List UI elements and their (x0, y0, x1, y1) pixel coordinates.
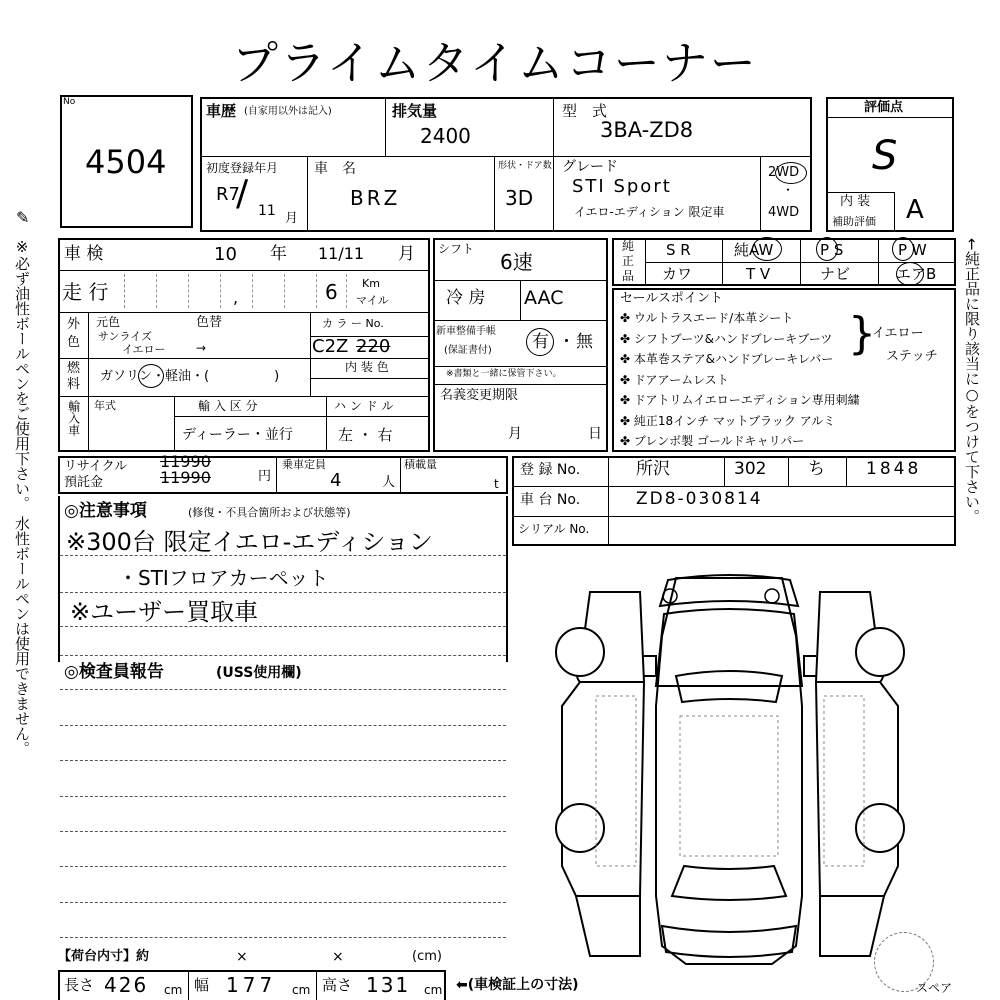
color-orig-value-2: イエロー (122, 343, 166, 356)
sales-point-item: ✤ ブレンボ製 ゴールドキャリパー (620, 434, 805, 448)
ac-label: 冷 房 (446, 288, 486, 308)
left-side-lower (562, 682, 644, 896)
interior-label-2: 補助評価 (832, 215, 876, 228)
equip-sr: S R (666, 241, 691, 259)
sales-point-item: ✤ ドアトリムイエローエディション専用刺繍 (620, 393, 860, 407)
manual-yes-circle (526, 328, 554, 356)
recycle-label-2: 預託金 (64, 475, 104, 490)
inspection-year-unit: 年 (270, 244, 287, 264)
interior-color-label: 内 装 色 (345, 360, 389, 374)
sales-point-item: ✤ ウルトラスエード/本革シート (620, 311, 794, 325)
handle-label: ハ ン ド ル (334, 399, 394, 413)
mileage-unit-km: Km (362, 277, 380, 290)
drive-2wd: 2WD (768, 165, 800, 180)
rear-window (672, 866, 786, 900)
grade-line2: イエロ-エディション 限定車 (574, 205, 725, 219)
sales-point-item: ✤ 純正18インチ マットブラック アルミ (620, 413, 836, 428)
name-change-month: 月 (508, 426, 522, 442)
recycle-label-1: リサイクル (64, 459, 128, 474)
cargo-label: 【荷台内寸】約 (58, 949, 150, 964)
notes-line-2: ・STIフロアカーペット (118, 566, 329, 590)
equip-pw-circle (892, 237, 914, 261)
cargo-x2: × (332, 949, 344, 965)
name-change-day: 日 (588, 426, 602, 442)
color-side-2: 色 (67, 335, 81, 350)
notes-heading: ◎注意事項 (64, 501, 147, 521)
inspector-sub: (USS使用欄) (216, 665, 302, 681)
registration-class: 302 (734, 459, 767, 479)
registration-number: 1848 (866, 459, 922, 479)
recycle-value: 11990 (160, 468, 211, 487)
cargo-unit: (cm) (412, 949, 442, 964)
drive-sep: ・ (782, 183, 795, 197)
car-name-value: BRZ (350, 186, 401, 210)
history-label: 車歴 (206, 102, 237, 120)
shift-label: シフト (438, 242, 475, 256)
width-label: 幅 (194, 976, 210, 994)
equip-airbag: エアB (896, 265, 937, 283)
color-code-value: C2Z (312, 336, 349, 357)
car-name-label: 車 名 (314, 161, 356, 177)
inspection-month-unit: 月 (398, 244, 415, 264)
inspection-year: 10 (214, 244, 237, 265)
mileage-value: 6 (325, 280, 338, 304)
drive-circle (775, 162, 807, 184)
equip-tv: T V (746, 265, 771, 283)
rating-label: 評価点 (864, 100, 904, 115)
mileage-label: 走 行 (62, 280, 109, 304)
model-label: 型 式 (562, 102, 608, 120)
chassis-label: 車 台 No. (520, 492, 581, 508)
page-title: プライムタイムコーナー (232, 36, 758, 90)
color-side-1: 外 (67, 317, 81, 332)
equip-kawa: カワ (662, 265, 693, 283)
manual-no: 無 (576, 332, 593, 352)
height-label: 高さ (322, 976, 353, 994)
sales-point-item: ✤ ドアアームレスト (620, 372, 729, 387)
rating-score: S (872, 133, 898, 179)
serial-label: シリアル No. (518, 522, 590, 536)
shape-label: 形状・ドア数 (498, 161, 552, 171)
color-code-struck: 220 (356, 336, 391, 357)
equip-ps-circle (816, 237, 838, 261)
notes-line-3: ※ユーザー買取車 (70, 598, 259, 626)
notes-sub: (修復・不具合箇所および状態等) (188, 506, 351, 519)
inspector-heading: ◎検査員報告 (64, 662, 164, 682)
wheel-rear-right (856, 804, 904, 852)
length-value: 426 (104, 973, 149, 997)
length-unit: cm (164, 983, 183, 997)
equip-pw: P W (898, 241, 927, 259)
equip-label-2: 正 (622, 254, 635, 268)
mileage-comma: , (233, 288, 239, 307)
registration-kana: ち (808, 459, 825, 479)
bracket-note-2: ステッチ (886, 349, 938, 364)
car-diagram (540, 566, 920, 970)
wheel-front-right (856, 628, 904, 676)
handle-value: 左 ・ 右 (338, 426, 393, 444)
manual-note: ※書類と一緒に保管下さい。 (446, 369, 562, 379)
first-reg-label: 初度登録年月 (206, 161, 279, 175)
capacity-unit: 人 (382, 475, 396, 490)
load-unit: t (494, 477, 499, 491)
color-arrow: → (196, 341, 207, 355)
car-body-outline (656, 578, 802, 964)
color-code-label: カ ラ ー No. (322, 317, 384, 330)
displacement-value: 2400 (420, 124, 471, 148)
sales-point-item: ✤ シフトブーツ&ハンドブレーキブーツ (620, 331, 833, 346)
name-change-label: 名義変更期限 (440, 388, 519, 403)
sales-point-item: ✤ 本革巻ステア&ハンドブレーキレバー (620, 352, 834, 366)
rear-bumper (662, 926, 796, 957)
fuel-options: ガソリン・軽油・( ) (100, 369, 280, 384)
ac-value: AAC (524, 287, 564, 309)
recycle-struck: 11990 (160, 452, 211, 471)
right-side-lower (816, 682, 898, 896)
manual-yes: 有 (532, 332, 549, 352)
registration-label: 登 録 No. (520, 462, 581, 478)
shift-value: 6速 (500, 250, 533, 274)
equip-ps: P S (820, 241, 844, 259)
hood (656, 609, 802, 686)
manual-label-1: 新車整備手帳 (436, 326, 496, 337)
side-note-right: ←純正品に限り該当に○をつけて下さい。 (963, 238, 981, 524)
equip-label-3: 品 (622, 269, 635, 283)
history-note: (自家用以外は記入) (244, 106, 332, 117)
load-label: 積載量 (404, 458, 437, 471)
notes-line-1: ※300台 限定イエロ-エディション (66, 528, 433, 556)
slash: / (236, 173, 249, 214)
fuel-circle (138, 364, 164, 388)
spare-label: スペア (916, 981, 953, 995)
import-category-label: 輸 入 区 分 (198, 399, 258, 413)
cargo-x1: × (236, 949, 248, 965)
shape-value: 3D (505, 186, 534, 210)
interior-value: A (906, 195, 924, 225)
import-side (62, 400, 84, 439)
recycle-unit: 円 (258, 469, 272, 484)
width-unit: cm (292, 983, 311, 997)
fuel-side-2: 料 (67, 377, 81, 392)
chassis-value: ZD8-030814 (636, 489, 763, 509)
import-side-label: 輸入車 (66, 400, 81, 436)
equip-airbag-circle (896, 262, 924, 286)
manual-label-2: (保証書付) (444, 345, 492, 356)
bracket-note-1: イエロー (872, 326, 924, 341)
lot-number: 4504 (85, 143, 167, 181)
dims-note: ⬅(車検証上の寸法) (456, 977, 579, 993)
height-value: 131 (366, 973, 411, 997)
bracket: } (848, 308, 876, 359)
color-orig-value: サンライズ (98, 330, 153, 343)
model-value: 3BA-ZD8 (600, 118, 694, 142)
equip-aw-circle (752, 237, 782, 261)
lot-no-label: No (63, 97, 76, 107)
import-category-value: ディーラー・並行 (182, 427, 293, 443)
equip-label-1: 純 (622, 239, 635, 253)
registration-area: 所沢 (636, 459, 670, 479)
capacity-label: 乗車定員 (282, 458, 326, 471)
height-unit: cm (424, 983, 443, 997)
grade-label: グレード (562, 159, 618, 175)
wheel-rear-left (556, 804, 604, 852)
fuel-side-1: 燃 (67, 361, 81, 376)
inspection-day: 11/11 (318, 244, 365, 263)
color-change-label: 色替 (196, 315, 223, 330)
color-orig-label: 元色 (96, 315, 121, 329)
length-label: 長さ (64, 976, 95, 994)
import-year-label: 年式 (94, 399, 116, 412)
mileage-unit-mile: マイル (356, 294, 389, 307)
first-reg-month-unit: 月 (285, 211, 299, 226)
wheel-front-left (556, 628, 604, 676)
inspection-label: 車 検 (64, 244, 104, 264)
first-reg-month: 11 (258, 203, 276, 219)
width-value: 177 (226, 973, 277, 997)
side-note-left: ※必ず油性ボールペンをご使用下さい。 水性ボールペンは使用できません。 (13, 238, 31, 756)
equip-aw: 純AW (734, 241, 774, 259)
drive-4wd: 4WD (768, 205, 800, 220)
displacement-label: 排気量 (392, 102, 438, 120)
manual-sep: ・ (558, 332, 575, 352)
interior-label-1: 内 装 (840, 194, 871, 209)
sales-points-label: セールスポイント (620, 291, 723, 306)
equip-navi: ナビ (820, 265, 851, 283)
pen-icon: ✎ (16, 208, 30, 227)
grade-line1: STI Sport (572, 176, 672, 197)
capacity-value: 4 (330, 470, 342, 491)
first-reg-year: R7 (216, 184, 240, 205)
